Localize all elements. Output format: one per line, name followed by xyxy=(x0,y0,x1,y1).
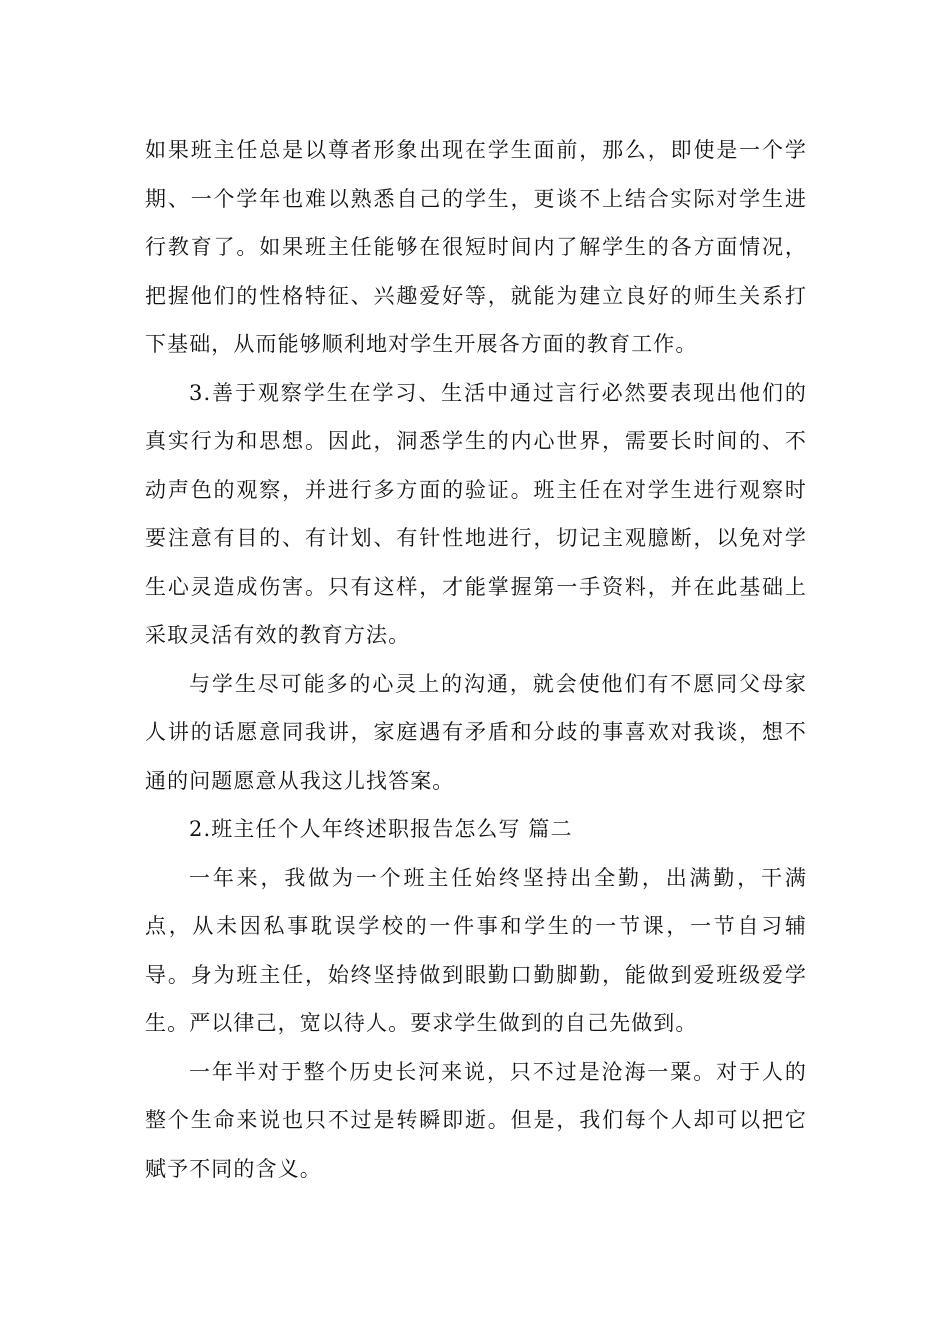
paragraph-class-teacher-image: 如果班主任总是以尊者形象出现在学生面前，那么，即使是一个学期、一个学年也难以熟悉自己的学生，更谈不上结合实际对学生进行教育了。如果班主任能够在很短时间内了解学生的各方面情况，把握他们的性格特征、兴趣爱好等，就能为建立良好的师生关系打下基础，从而能够顺利地对学生开展各方面的教育工作。 xyxy=(145,138,807,356)
paragraph-history-reflection: 一年半对于整个历史长河来说，只不过是沧海一粟。对于人的整个生命来说也只不过是转瞬即逝。但是，我们每个人却可以把它赋予不同的含义。 xyxy=(145,1059,807,1181)
document-body xyxy=(145,126,807,1193)
paragraph-observe-students: 3.善于观察学生在学习、生活中通过言行必然要表现出他们的真实行为和思想。因此，洞悉学生的内心世界，需要长时间的、不动声色的观察，并进行多方面的验证。班主任在对学生进行观察时要注意有目的、有计划、有针性地进行，切记主观臆断，以免对学生心灵造成伤害。只有这样，才能掌握第一手资料，并在此基础上采取灵活有效的教育方法。 xyxy=(145,380,807,647)
paragraph-full-attendance: 一年来，我做为一个班主任始终坚持出全勤，出满勤，干满点，从未因私事耽误学校的一件事和学生的一节课，一节自习辅导。身为班主任，始终坚持做到眼勤口勤脚勤，能做到爱班级爱学生。严以律己，宽以待人。要求学生做到的自己先做到。 xyxy=(145,865,807,1035)
section-heading-part-two: 2.班主任个人年终述职报告怎么写 篇二 xyxy=(189,817,573,841)
paragraph-communication: 与学生尽可能多的心灵上的沟通，就会使他们有不愿同父母家人讲的话愿意同我讲，家庭遇有矛盾和分歧的事喜欢对我谈，想不通的问题愿意从我这儿找答案。 xyxy=(145,671,807,793)
